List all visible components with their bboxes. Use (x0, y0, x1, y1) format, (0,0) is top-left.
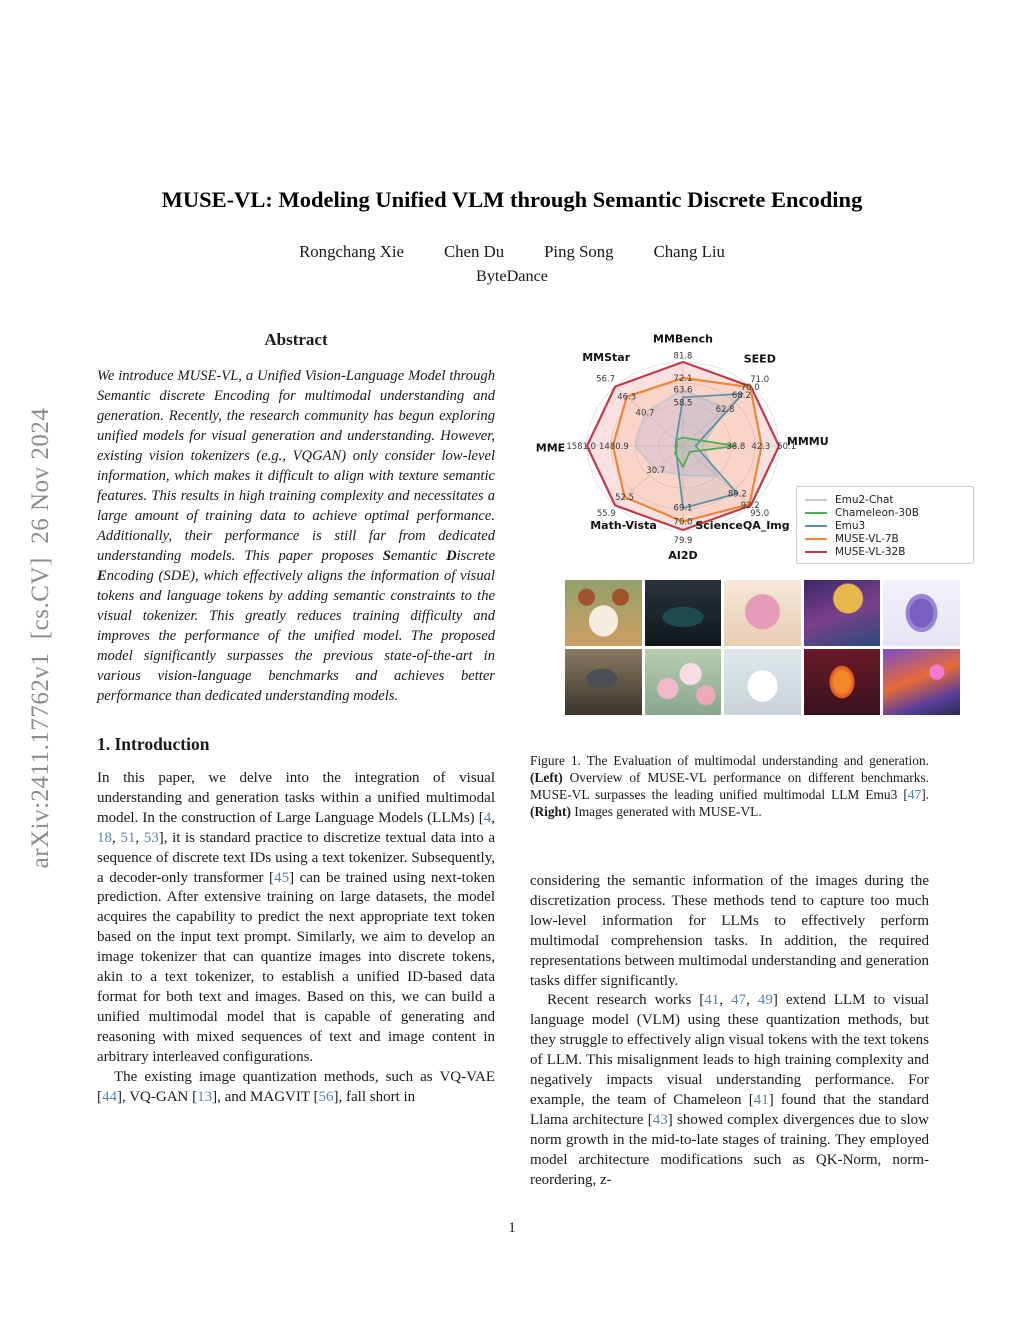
text-segment: , (719, 992, 732, 1009)
right-column (530, 872, 929, 1191)
text-segment: , (112, 829, 121, 846)
radar-axis-label-MME: MME (535, 441, 566, 455)
legend-item-Emu2-Chat (805, 493, 965, 506)
generated-image-fluffy (724, 649, 801, 715)
text-segment: (Left) (530, 770, 563, 785)
citation-ref[interactable]: 41 (753, 1091, 769, 1108)
abstract-heading: Abstract (264, 330, 328, 349)
legend-line-swatch (805, 525, 827, 527)
radar-tick-label: 62.8 (715, 405, 735, 416)
citation-ref[interactable]: 53 (143, 829, 159, 846)
text-segment: iscrete (456, 548, 495, 564)
radar-tick-label: 55.9 (596, 509, 616, 520)
generated-image-bird (565, 649, 642, 715)
legend-item-Chameleon-30B (805, 506, 965, 519)
text-segment: Overview of MUSE-VL performance on different benchmarks. MUSE-VL surpasses the leading unified multimodal LLM Emu3 [ (530, 770, 929, 802)
text-segment: E (97, 568, 107, 584)
radar-axis-label-MMMU: MMMU (786, 435, 829, 448)
text-segment: ] can be trained using next-token prediction. After extensive training on large datasets, the model acquires the capability to predict the next appropriate text token based on the input text prompt. Similarly, we aim to develop an image tokenizer that can quantize images into discrete tokens, akin to a text tokenizer, to establish a unified ID-based data format for both text and images. Based on this, we can build a unified multimodal model that is capable of generating and reasoning with mixed sequences of text and image content in arbitrary interleaved configurations. (97, 869, 496, 1065)
generated-images-grid (565, 580, 960, 715)
legend-label: Emu2-Chat (835, 493, 894, 506)
text-segment: The existing image quantization methods, such as VQ-VAE [ (97, 1068, 495, 1105)
right-paragraph-1: considering the semantic information of the images during the discretization process. These methods tend to capture too much low-level information for LLMs to effectively perform multimodal comprehension tasks. In addition, the required representations between multimodal understanding and generation tasks differ significantly. (530, 873, 929, 989)
right-paragraph-2 (530, 991, 929, 1190)
radar-tick-label: 70.0 (673, 517, 693, 528)
legend-line-swatch (805, 538, 827, 540)
citation-ref[interactable]: 45 (274, 869, 290, 886)
legend-item-Emu3 (805, 519, 965, 532)
text-segment: ], it is standard practice to discretize textual data into a sequence of discrete text IDs using a text tokenizer. Subsequently, a decoder-only transformer [ (97, 829, 496, 886)
text-segment: Figure 1. The Evaluation of multimodal understanding and generation. (530, 753, 929, 768)
radar-tick-label: 68.2 (731, 390, 751, 401)
radar-axis-label-SEED: SEED (743, 352, 776, 366)
affiliation: ByteDance (476, 267, 548, 285)
text-segment: Images generated with MUSE-VL. (570, 804, 762, 819)
text-segment: , (746, 992, 758, 1009)
section-heading-introduction: 1. Introduction (97, 734, 210, 754)
radar-axis-label-Math-Vista: Math-Vista (590, 519, 657, 532)
legend-label: Chameleon-30B (835, 506, 919, 519)
radar-tick-label: 79.9 (673, 536, 693, 547)
text-segment: S (382, 548, 391, 564)
generated-image-sunset (883, 649, 960, 715)
intro-paragraph-2 (97, 1068, 495, 1108)
radar-axis-label-MMStar: MMStar (582, 351, 631, 364)
author-name: Rongchang Xie (299, 242, 404, 261)
radar-tick-label: 95.0 (750, 509, 770, 520)
generated-image-donut (724, 580, 801, 646)
legend-line-swatch (805, 499, 827, 501)
citation-ref[interactable]: 18 (97, 829, 112, 846)
radar-tick-label: 56.7 (596, 374, 616, 385)
radar-tick-label: 30.7 (646, 465, 666, 476)
authors-row (0, 242, 1024, 262)
generated-image-cow (565, 580, 642, 646)
text-segment: We introduce MUSE-VL, a Unified Vision-Language Model through Semantic discrete Encoding for multimodal understanding and generation. Recently, the research community has begun exploring unified models for visual generation and understanding. However, existing vision tokenizers (e.g., VQGAN) only consider low-level information, which makes it difficult to align with texture semantic features. This results in high training complexity and necessitates a large amount of training data to achieve optimal performance. Additionally, their performance is still far from dedicated understanding models. This paper proposes (97, 368, 495, 564)
text-segment: In this paper, we delve into the integration of visual understanding and generation tasks within a unified multimodal model. In the construction of Large Language Models (LLMs) [ (97, 770, 495, 826)
radar-tick-label: 52.5 (615, 493, 635, 504)
citation-ref[interactable]: 56 (318, 1088, 334, 1105)
text-segment: ] found that the standard Llama architecture [ (530, 1091, 930, 1128)
radar-axis-label-ScienceQA_Img: ScienceQA_Img (695, 519, 790, 532)
radar-tick-label: 58.5 (673, 398, 693, 409)
legend-label: MUSE-VL-32B (835, 545, 906, 558)
radar-tick-label: 42.3 (751, 442, 771, 452)
radar-tick-label: 89.2 (727, 489, 747, 500)
author-name: Chen Du (443, 242, 505, 261)
text-segment: ] showed complex divergences due to slow norm growth in the mid-to-late stages of training. They employed model architecture modifications such as QK-Norm, norm-reordering, z- (530, 1111, 930, 1188)
legend-line-swatch (805, 551, 827, 553)
generated-image-car (645, 580, 722, 646)
radar-tick-label: 92.2 (740, 500, 760, 511)
page-title: MUSE-VL: Modeling Unified VLM through Semantic Discrete Encoding (161, 187, 863, 213)
radar-tick-label: 50.1 (777, 442, 797, 452)
legend-item-MUSE-VL-32B (805, 545, 965, 558)
citation-ref[interactable]: 47 (731, 992, 747, 1009)
text-segment: D (446, 548, 457, 564)
radar-tick-label: 81.8 (673, 351, 693, 362)
author-name: Ping Song (544, 242, 614, 261)
citation-ref[interactable]: 49 (757, 992, 773, 1009)
text-segment: ], fall short in (333, 1088, 416, 1105)
citation-ref[interactable]: 4 (483, 809, 492, 826)
radar-tick-label: 40.7 (635, 408, 655, 419)
text-segment: ], VQ-GAN [ (117, 1088, 198, 1105)
radar-tick-label: 71.0 (750, 374, 770, 385)
citation-ref[interactable]: 43 (652, 1111, 668, 1128)
radar-tick-label: 1480.9 (599, 442, 629, 452)
legend-label: MUSE-VL-7B (835, 532, 899, 545)
text-segment: ncoding (SDE), which effectively aligns the information of visual tokens and language tokens by adding semantic constraints to the visual tokenizer. This greatly reduces training difficulty and improves the performance of the unified model. The proposed model significantly surpasses the previous state-of-the-art in various vision-language benchmarks and achieves better performance than dedicated understanding models. (97, 568, 495, 704)
radar-tick-label: 70.0 (740, 383, 760, 394)
generated-image-phoenix (804, 649, 881, 715)
radar-legend (796, 486, 974, 564)
generated-image-face (883, 580, 960, 646)
text-segment: , (491, 809, 495, 826)
radar-tick-label: 38.8 (726, 442, 746, 452)
legend-line-swatch (805, 512, 827, 514)
citation-ref[interactable]: 41 (704, 992, 720, 1009)
legend-label: Emu3 (835, 519, 866, 532)
text-segment: , (135, 829, 144, 846)
abstract-paragraph (97, 366, 495, 706)
text-segment: (Right) (530, 804, 571, 819)
radar-tick-label: 69.1 (673, 503, 693, 514)
citation-ref[interactable]: 13 (197, 1088, 213, 1105)
radar-tick-label: 63.6 (673, 385, 693, 396)
page-number: 1 (508, 1220, 516, 1236)
text-segment: emantic (390, 548, 447, 564)
text-segment: ], and MAGVIT [ (212, 1088, 319, 1105)
left-column (97, 330, 495, 1107)
radar-axis-label-AI2D: AI2D (668, 549, 698, 563)
text-segment: ]. (921, 787, 929, 802)
generated-image-dragon (804, 580, 881, 646)
citation-ref[interactable]: 47 (907, 787, 922, 802)
arxiv-sidebar-label: arXiv:2411.17762v1 [cs.CV] 26 Nov 2024 (27, 407, 54, 869)
citation-ref[interactable]: 51 (120, 829, 136, 846)
radar-axis-label-MMBench: MMBench (653, 332, 713, 346)
text-segment: ] extend LLM to visual language model (VLM) using these quantization methods, but they struggle to effectively align visual tokens with the text tokens of LLM. This misalignment leads to high training complexity and negatively impacts visual understanding performance. For example, the team of Chameleon [ (530, 992, 930, 1108)
figure-1-caption (530, 752, 929, 820)
legend-item-MUSE-VL-7B (805, 532, 965, 545)
author-name: Chang Liu (653, 242, 725, 261)
radar-tick-label: 1581.0 (566, 442, 597, 452)
radar-tick-label: 72.1 (673, 374, 693, 384)
intro-paragraph-1 (97, 769, 495, 1068)
radar-tick-label: 46.3 (617, 392, 637, 403)
generated-image-flowers (645, 649, 722, 715)
text-segment: Recent research works [ (547, 992, 705, 1009)
figure-1 (528, 328, 968, 838)
citation-ref[interactable]: 44 (102, 1088, 117, 1105)
